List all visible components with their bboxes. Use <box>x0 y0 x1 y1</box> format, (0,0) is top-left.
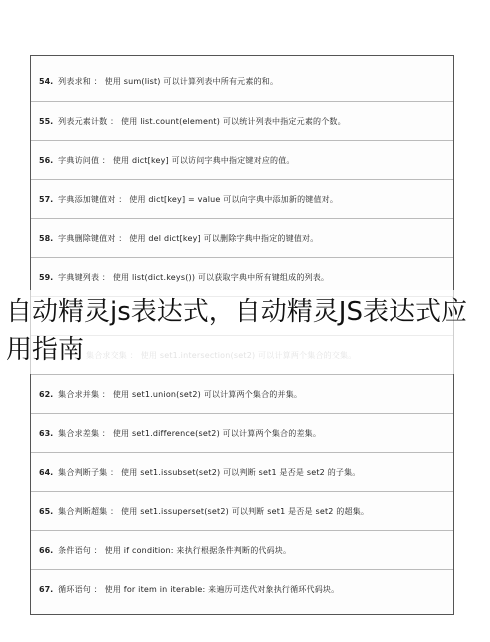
list-item <box>31 374 453 413</box>
item-text: 字典键列表 ： 使用 list(dict.keys()) 可以获取字典中所有键组成的列表。 <box>58 272 330 282</box>
item-text: 条件语句 ： 使用 if condition: 来执行根据条件判断的代码块。 <box>58 545 292 555</box>
item-text: 循环语句 ： 使用 for item in iterable: 来遍历可迭代对象执行循环代码块。 <box>58 584 340 594</box>
item-number: 63. <box>39 428 54 438</box>
item-number: 64. <box>39 467 54 477</box>
list-item <box>31 179 453 218</box>
list-item <box>31 140 453 179</box>
list-item <box>31 491 453 530</box>
item-number: 67. <box>39 584 54 594</box>
item-number: 62. <box>39 389 54 399</box>
list-item <box>31 452 453 491</box>
item-text: 集合求差集 ： 使用 set1.difference(set2) 可以计算两个集合的差集。 <box>58 428 322 438</box>
item-text: 集合判断超集 ： 使用 set1.issuperset(set2) 可以判断 set1 是否是 set2 的超集。 <box>58 506 370 516</box>
list-item <box>31 218 453 257</box>
item-number: 58. <box>39 233 54 243</box>
item-text: 字典访问值 ： 使用 dict[key] 可以访问字典中指定键对应的值。 <box>58 155 295 165</box>
list-item <box>31 530 453 569</box>
item-text: 列表元素计数 ： 使用 list.count(element) 可以统计列表中指定元素的个数。 <box>58 116 346 126</box>
item-text: 集合求并集 ： 使用 set1.union(set2) 可以计算两个集合的并集。 <box>58 389 303 399</box>
list-item <box>31 569 453 608</box>
item-number: 59. <box>39 272 54 282</box>
list-item <box>31 101 453 140</box>
item-text: 列表求和 ： 使用 sum(list) 可以计算列表中所有元素的和。 <box>58 77 279 86</box>
item-number: 57. <box>39 194 54 204</box>
item-number: 65. <box>39 506 54 516</box>
item-number: 66. <box>39 545 54 555</box>
item-text: 集合判断子集 ： 使用 set1.issubset(set2) 可以判断 set1 是否是 set2 的子集。 <box>58 467 361 477</box>
list-item <box>31 413 453 452</box>
item-number: 56. <box>39 155 54 165</box>
overlay-title: 自动精灵js表达式，自动精灵JS表达式应用指南 <box>6 297 467 365</box>
item-text: 字典删除键值对 ： 使用 del dict[key] 可以删除字典中指定的键值对。 <box>58 233 319 243</box>
item-number: 54. <box>39 77 54 86</box>
item-text: 字典添加键值对 ： 使用 dict[key] = value 可以向字典中添加新的键值对。 <box>58 194 339 204</box>
item-number: 55. <box>39 116 54 126</box>
list-item <box>31 62 453 101</box>
